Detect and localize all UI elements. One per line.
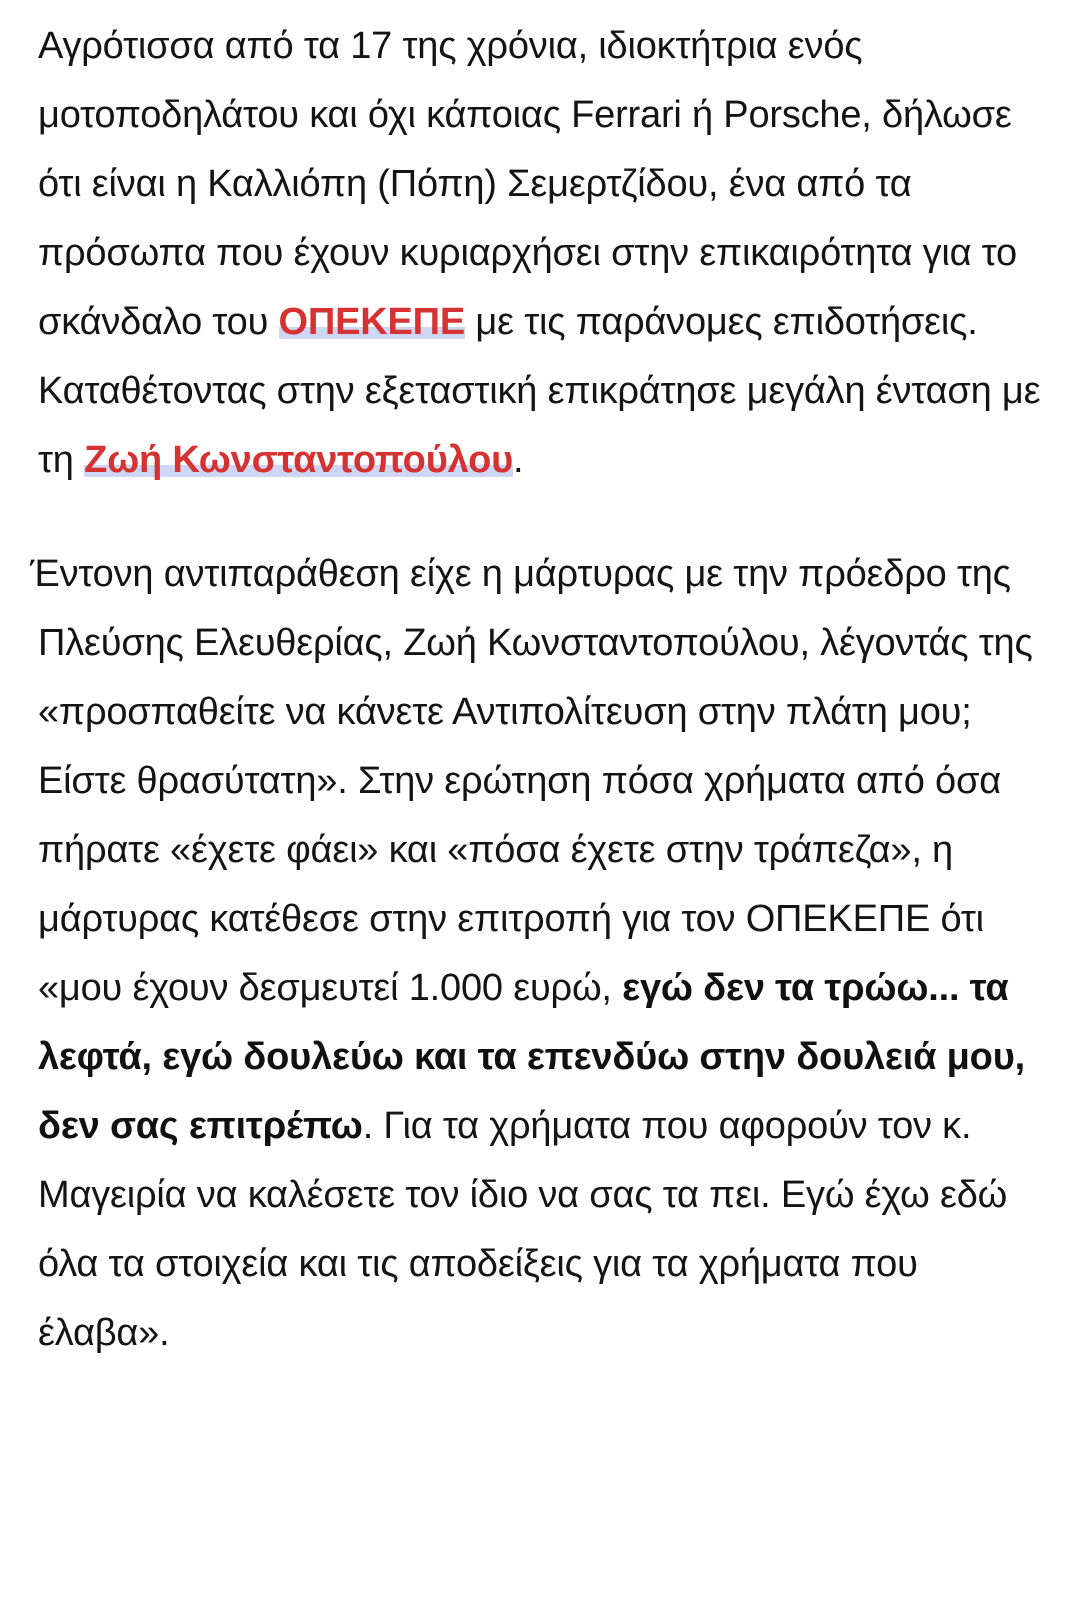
paragraph-intro-text-a: Αγρότισσα από τα 17 της χρόνια, ιδιοκτήτρια ενός μοτοποδηλάτου και όχι κάποιας Ferrari ή Porsche, δήλωσε ότι είναι η Καλλιόπη (Πόπη) Σεμερτζίδου, ένα από τα πρόσωπα που έχουν κυριαρχήσει στην επικαιρότητα για το σκάνδαλο του	[38, 25, 1017, 343]
testimony-bold-quote: εγώ δεν τα τρώω... τα λεφτά, εγώ δουλεύω και τα επενδύω στην δουλειά μου, δεν σας επιτρέπω	[38, 967, 1025, 1147]
paragraph-intro-text-b: με τις παράνομες επιδοτήσεις. Καταθέτοντας στην εξεταστική επικράτησε μεγάλη ένταση με τη	[38, 301, 1041, 481]
paragraph-intro-text-c: .	[513, 439, 524, 481]
paragraph-intro	[38, 12, 1048, 495]
paragraph-testimony	[30, 540, 1048, 1368]
paragraph-testimony-text-b: . Για τα χρήματα που αφορούν τον κ. Μαγειρία να καλέσετε τον ίδιο να σας τα πει. Εγώ έχω εδώ όλα τα στοιχεία και τις αποδείξεις για τα χρήματα που έλαβα».	[38, 1105, 1008, 1354]
zoi-konstantopoulou-tag-link[interactable]: Ζωή Κωνσταντοπούλου	[84, 439, 514, 481]
paragraph-testimony-text-a: Έντονη αντιπαράθεση είχε η μάρτυρας με την πρόεδρο της Πλεύσης Ελευθερίας, Ζωή Κωνσταντοπούλου, λέγοντάς της «προσπαθείτε να κάνετε Αντιπολίτευση στην πλάτη μου; Είστε θρασύτατη». Στην ερώτηση πόσα χρήματα από όσα πήρατε «έχετε φάει» και «πόσα έχετε στην τράπεζα», η μάρτυρας κατέθεσε στην επιτροπή για τον ΟΠΕΚΕΠΕ ότι «μου έχουν δεσμευτεί 1.000 ευρώ,	[30, 553, 1033, 1009]
opekepe-tag-link[interactable]: ΟΠΕΚΕΠΕ	[278, 301, 466, 343]
article-body	[30, 12, 1048, 1368]
